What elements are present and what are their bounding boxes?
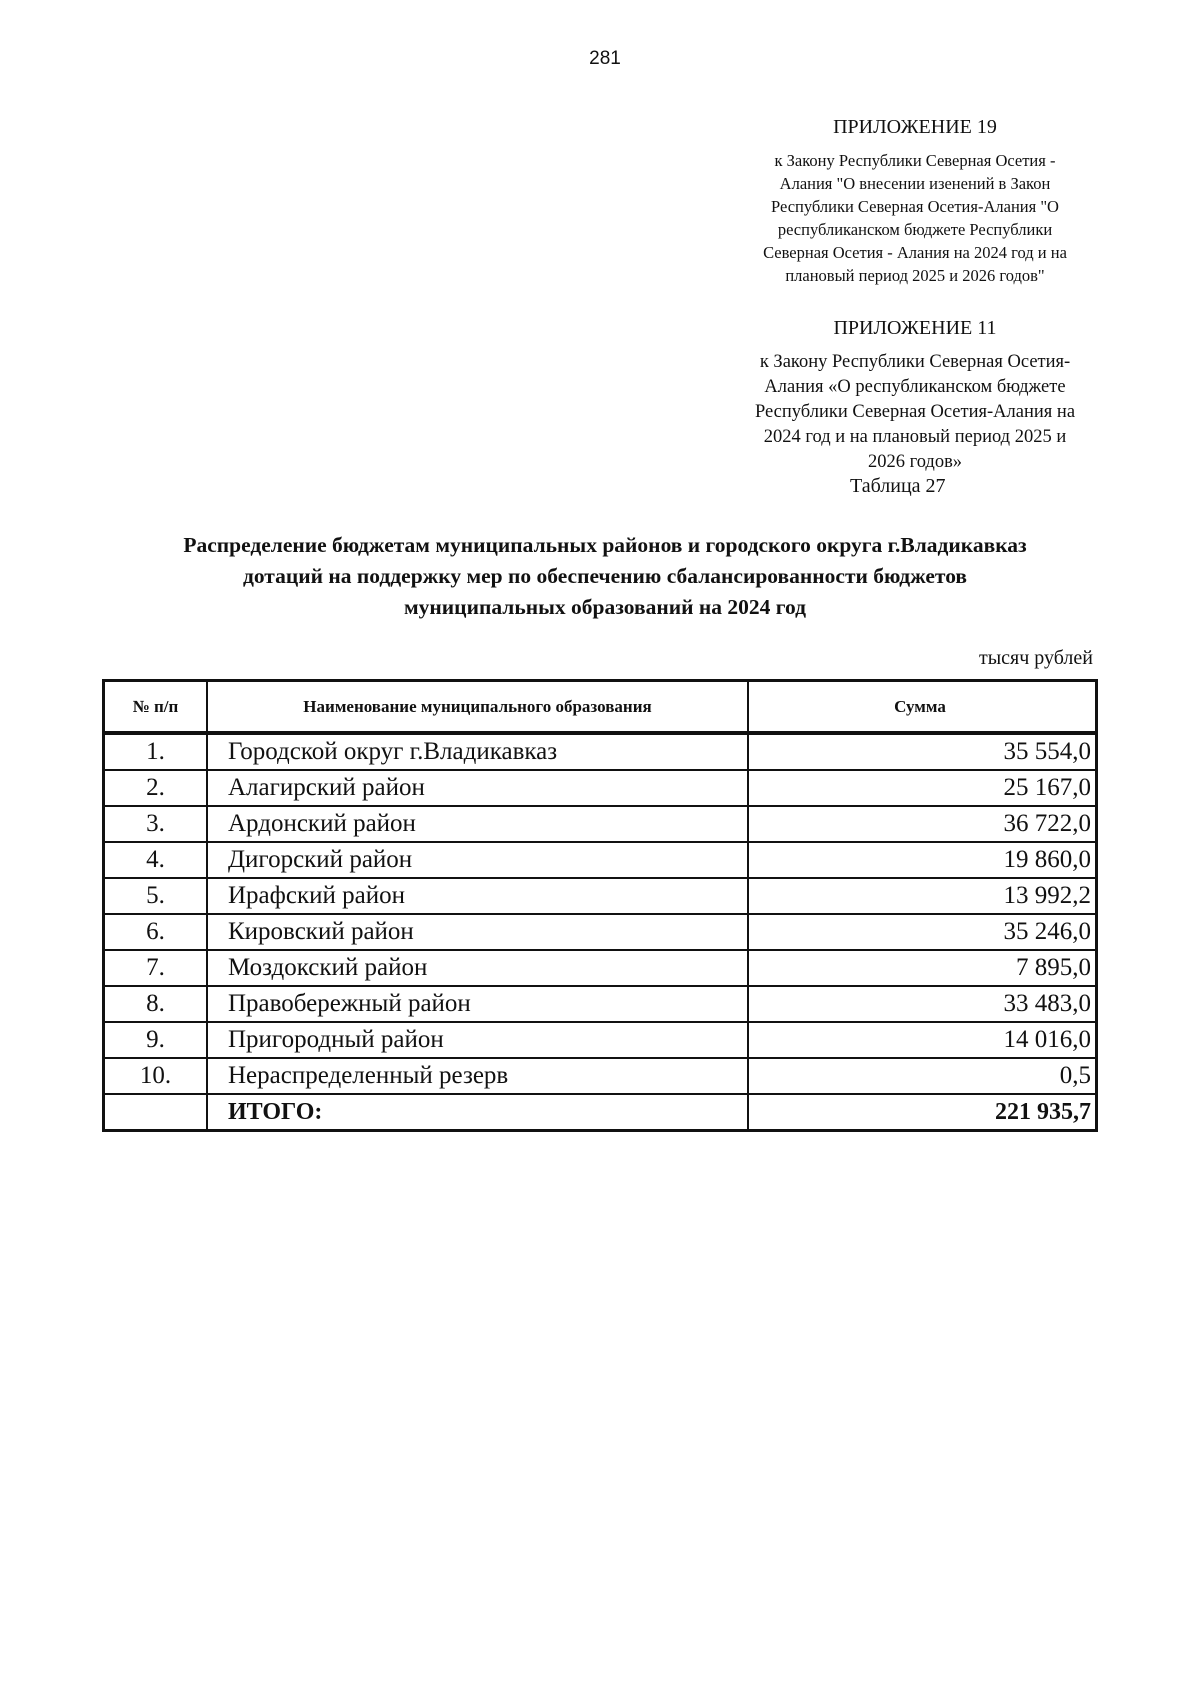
- table-row: [104, 1058, 1097, 1094]
- row-name: Кировский район: [207, 914, 748, 950]
- document-title-line-1: Распределение бюджетам муниципальных районов и городского округа г.Владикавказ: [183, 533, 1027, 557]
- page-number: 281: [589, 48, 621, 69]
- document-title-line-3: муниципальных образований на 2024 год: [404, 595, 806, 619]
- row-sum: 36 722,0: [748, 806, 1097, 842]
- units-label: тысяч рублей: [978, 647, 1093, 669]
- appendix-11-text: к Закону Республики Северная Осетия- Алания «О республиканском бюджете Республики Северная Осетия-Алания на 2024 год и на плановый период 2025 и 2026 годов»: [754, 352, 1076, 472]
- appendix-19-title: ПРИЛОЖЕНИЕ 19: [833, 116, 997, 138]
- row-sum: 19 860,0: [748, 842, 1097, 878]
- row-sum: 13 992,2: [748, 878, 1097, 914]
- row-number: 1.: [104, 733, 208, 770]
- row-name: Нераспределенный резерв: [207, 1058, 748, 1094]
- row-name: Ардонский район: [207, 806, 748, 842]
- table-row: [104, 986, 1097, 1022]
- document-title: [100, 530, 1110, 623]
- row-sum: 7 895,0: [748, 950, 1097, 986]
- table-row: [104, 733, 1097, 770]
- row-number: 7.: [104, 950, 208, 986]
- appendix-11-title: ПРИЛОЖЕНИЕ 11: [833, 317, 997, 339]
- row-name: Пригородный район: [207, 1022, 748, 1058]
- row-sum: 25 167,0: [748, 770, 1097, 806]
- appendix-19-block: [735, 116, 1095, 287]
- table-row: [104, 878, 1097, 914]
- table-row: [104, 1022, 1097, 1058]
- total-number: [104, 1094, 208, 1131]
- row-name: Алагирский район: [207, 770, 748, 806]
- appendix-19-text: к Закону Республики Северная Осетия - Алания "О внесении изенений в Закон Республики Северная Осетия-Алания "О республиканском бюджете Республики Северная Осетия - Алания на 2024 год и на плановый период 2025 и 2026 годов": [763, 151, 1067, 285]
- header-sum: Сумма: [748, 681, 1097, 734]
- total-label: ИТОГО:: [207, 1094, 748, 1131]
- row-number: 6.: [104, 914, 208, 950]
- header-number: № п/п: [104, 681, 208, 734]
- total-sum: 221 935,7: [748, 1094, 1097, 1131]
- row-number: 8.: [104, 986, 208, 1022]
- table-row: [104, 806, 1097, 842]
- row-number: 10.: [104, 1058, 208, 1094]
- row-sum: 0,5: [748, 1058, 1097, 1094]
- row-sum: 33 483,0: [748, 986, 1097, 1022]
- row-name: Правобережный район: [207, 986, 748, 1022]
- header-name: Наименование муниципального образования: [207, 681, 748, 734]
- table-row: [104, 842, 1097, 878]
- distribution-table: [102, 679, 1098, 1132]
- table-label: Таблица 27: [850, 475, 946, 497]
- row-name: Моздокский район: [207, 950, 748, 986]
- row-name: Дигорский район: [207, 842, 748, 878]
- total-row: [104, 1094, 1097, 1131]
- table-row: [104, 914, 1097, 950]
- row-sum: 35 554,0: [748, 733, 1097, 770]
- appendix-11-block: [735, 317, 1095, 475]
- table-row: [104, 770, 1097, 806]
- row-sum: 35 246,0: [748, 914, 1097, 950]
- row-name: Городской округ г.Владикавказ: [207, 733, 748, 770]
- row-sum: 14 016,0: [748, 1022, 1097, 1058]
- document-title-line-2: дотаций на поддержку мер по обеспечению сбалансированности бюджетов: [242, 564, 968, 588]
- row-name: Ирафский район: [207, 878, 748, 914]
- row-number: 2.: [104, 770, 208, 806]
- row-number: 5.: [104, 878, 208, 914]
- table-header-row: [104, 681, 1097, 734]
- table-row: [104, 950, 1097, 986]
- row-number: 9.: [104, 1022, 208, 1058]
- row-number: 4.: [104, 842, 208, 878]
- row-number: 3.: [104, 806, 208, 842]
